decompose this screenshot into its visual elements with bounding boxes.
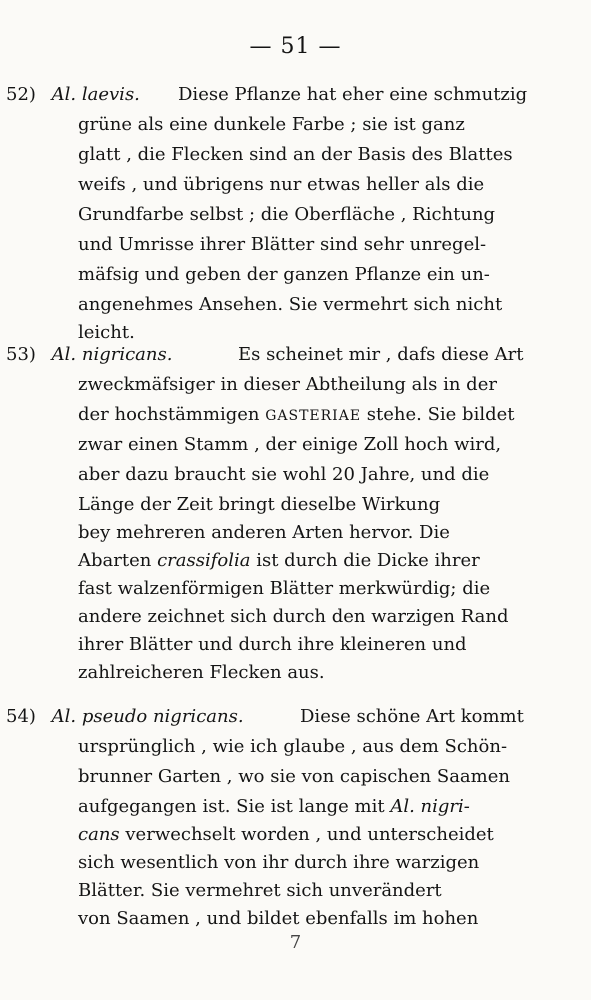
entry-number: 54)	[6, 706, 36, 727]
species-ref: cans	[78, 824, 120, 845]
text-line: zweckmäfsiger in dieser Abtheilung als in der	[78, 374, 497, 395]
text-line: Blätter. Sie vermehret sich unverändert	[78, 880, 442, 901]
text-run: stehe. Sie bildet	[366, 404, 515, 425]
text-line: zwar einen Stamm , der einige Zoll hoch wird,	[78, 434, 502, 455]
text-line: ihrer Blätter und durch ihre kleineren und	[78, 634, 467, 655]
text-line	[78, 822, 494, 848]
text-line	[78, 402, 515, 429]
text-line: Länge der Zeit bringt dieselbe Wirkung	[78, 494, 441, 515]
text-line: brunner Garten , wo sie von capischen Saamen	[78, 766, 510, 787]
species-name: Al. pseudo nigricans.	[51, 706, 244, 727]
text-line: bey mehreren anderen Arten hervor. Die	[78, 522, 450, 543]
text-line: grüne als eine dunkele Farbe ; sie ist ganz	[78, 114, 465, 135]
text-line	[78, 548, 480, 574]
text-line: leicht.	[78, 322, 135, 343]
text-line: fast walzenförmigen Blätter merkwürdig; die	[78, 578, 491, 599]
text-line: Diese schöne Art kommt	[300, 706, 524, 727]
variety-name: crassifolia	[157, 550, 251, 571]
text-run: verwechselt worden , und unterscheidet	[125, 824, 494, 845]
text-run: ist durch die Dicke ihrer	[256, 550, 480, 571]
text-line: Diese Pflanze hat eher eine schmutzig	[178, 84, 528, 105]
text-line: Grundfarbe selbst ; die Oberfläche , Richtung	[78, 204, 496, 225]
text-line: angenehmes Ansehen. Sie vermehrt sich nicht	[78, 294, 503, 315]
species-ref: Al. nigri-	[390, 796, 470, 817]
text-run: aufgegangen ist. Sie ist lange mit	[78, 796, 385, 817]
text-line: weifs , und übrigens nur etwas heller als die	[78, 174, 485, 195]
species-name: Al. laevis.	[51, 84, 140, 105]
text-line: sich wesentlich von ihr durch ihre warzigen	[78, 852, 480, 873]
text-line: Es scheinet mir , dafs diese Art	[238, 344, 524, 365]
text-line: andere zeichnet sich durch den warzigen Rand	[78, 606, 509, 627]
page-number: — 51 —	[249, 34, 342, 59]
text-line: zahlreicheren Flecken aus.	[78, 662, 325, 683]
text-line	[78, 794, 470, 820]
text-line: von Saamen , und bildet ebenfalls im hohen	[78, 908, 479, 929]
species-name: Al. nigricans.	[51, 344, 173, 365]
text-run: der hochstämmigen	[78, 404, 260, 425]
text-line: glatt , die Flecken sind an der Basis des Blattes	[78, 144, 513, 165]
signature-mark: 7	[289, 932, 302, 953]
text-line: aber dazu braucht sie wohl 20 Jahre, und die	[78, 464, 490, 485]
text-run: Abarten	[78, 550, 152, 571]
text-line: mäfsig und geben der ganzen Pflanze ein un-	[78, 264, 490, 285]
entry-number: 52)	[6, 84, 36, 105]
text-line: und Umrisse ihrer Blätter sind sehr unregel-	[78, 234, 487, 255]
genus-name: GASTERIAE	[265, 408, 362, 424]
entry-number: 53)	[6, 344, 36, 365]
text-line: ursprünglich , wie ich glaube , aus dem Schön-	[78, 736, 508, 757]
